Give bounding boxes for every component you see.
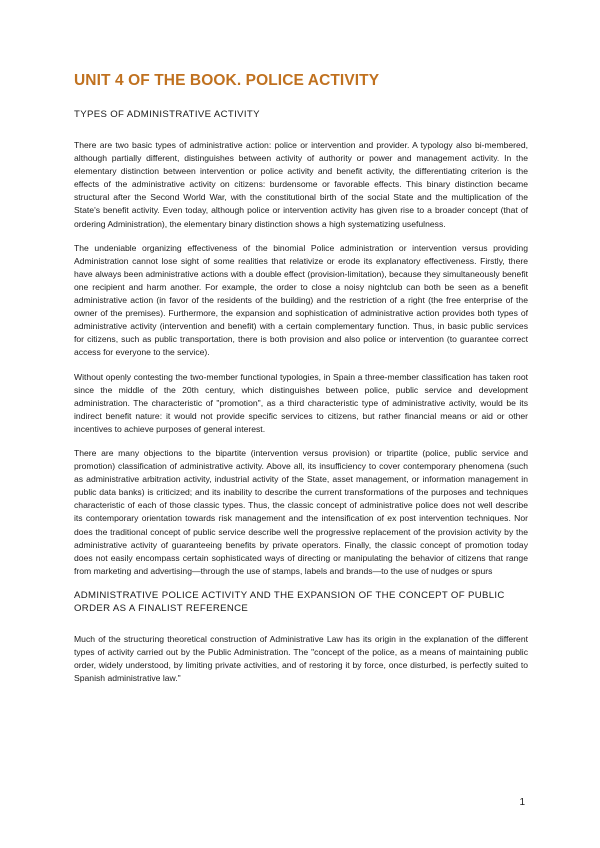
paragraph: Much of the structuring theoretical construction of Administrative Law has its origin in the explanation of the different types of activity carried out by the Public Administration. The "concept of the police, as a means of maintaining public order, widely understood, by limiting private activities, and of restoring it by force, once disturbed, is perfectly suited to Spanish administrative law." [74,633,528,684]
page-number: 1 [519,797,525,808]
paragraph: The undeniable organizing effectiveness of the binomial Police administration or intervention versus providing Administration cannot lose sight of some realities that relativize or erode its explanatory effectiveness. Firstly, there have always been administrative actions with a double effect (provision-limitation), because they simultaneously benefit one recipient and harm another. For example, the order to close a noisy nightclub can both be seen as a benefit administrative action (in favor of the residents of the building) and the restriction of a right (the free enterprise of the owner of the premises). Furthermore, the expansion and sophistication of administrative action provides both types of administrative activity (intervention and benefit) with a certain complementary function. Thus, in basic public services for citizens, such as public transportation, there is both provision and also police or intervention (to guarantee correct access for everyone to the service). [74,242,528,358]
paragraph: Without openly contesting the two-member functional typologies, in Spain a three-member classification has taken root since the middle of the 20th century, which distinguishes between police, public service and development administration. The characteristic of "promotion", as a third characteristic type of administrative activity, would be its indirect benefit nature: it would not provide specific services to citizens, but rather financial means or aid or other incentives to achieve purposes of general interest. [74,371,528,434]
paragraph: There are many objections to the bipartite (intervention versus provision) or tripartite (police, public service and promotion) classification of administrative activity. Above all, its insufficiency to cover contemporary phenomena (such as administrative arbitration activity, industrial activity of the State, asset management, or information management in public data banks) is criticized; and its inability to describe the current transformations of the purposes and techniques characteristic of each of those classic types. Thus, the classic concept of administrative police does not well describe its contemporary orientation towards risk management and the intensification of ex post intervention techniques. Nor does the traditional concept of public service describe well the progressive replacement of the provision activity by the administrative activity of guaranteeing benefits by private operators. Finally, the classic concept of promotion today does not easily encompass certain sophisticated ways of directing or manipulating the behavior of citizens that range from marketing and advertising—through the use of stamps, labels and brands—to the use of nudges or spurs [74,447,528,576]
page-title: UNIT 4 OF THE BOOK. POLICE ACTIVITY [74,72,380,89]
section-heading-police-activity: ADMINISTRATIVE POLICE ACTIVITY AND THE EXPANSION OF THE CONCEPT OF PUBLIC ORDER AS A FINALIST REFERENCE [74,589,505,614]
document-page [74,72,528,696]
paragraph: There are two basic types of administrative action: police or intervention and provider. A typology also bi-membered, although partially different, distinguishes between activity of authority or power and management activity. In the elementary distinction between intervention or police activity and benefit activity, the differentiating criterion is the effects of the administrative activity on citizens: burdensome or favorable effects. This binary distinction became structural after the Second World War, with the constitutional birth of the social State and the multiplication of the State's benefit activity. Even today, although police or intervention activity has given rise to a broader concept (that of ordering Administration), the elementary binary distinction shows a high systematizing usefulness. [74,140,528,229]
section-heading-types: TYPES OF ADMINISTRATIVE ACTIVITY [74,109,260,120]
